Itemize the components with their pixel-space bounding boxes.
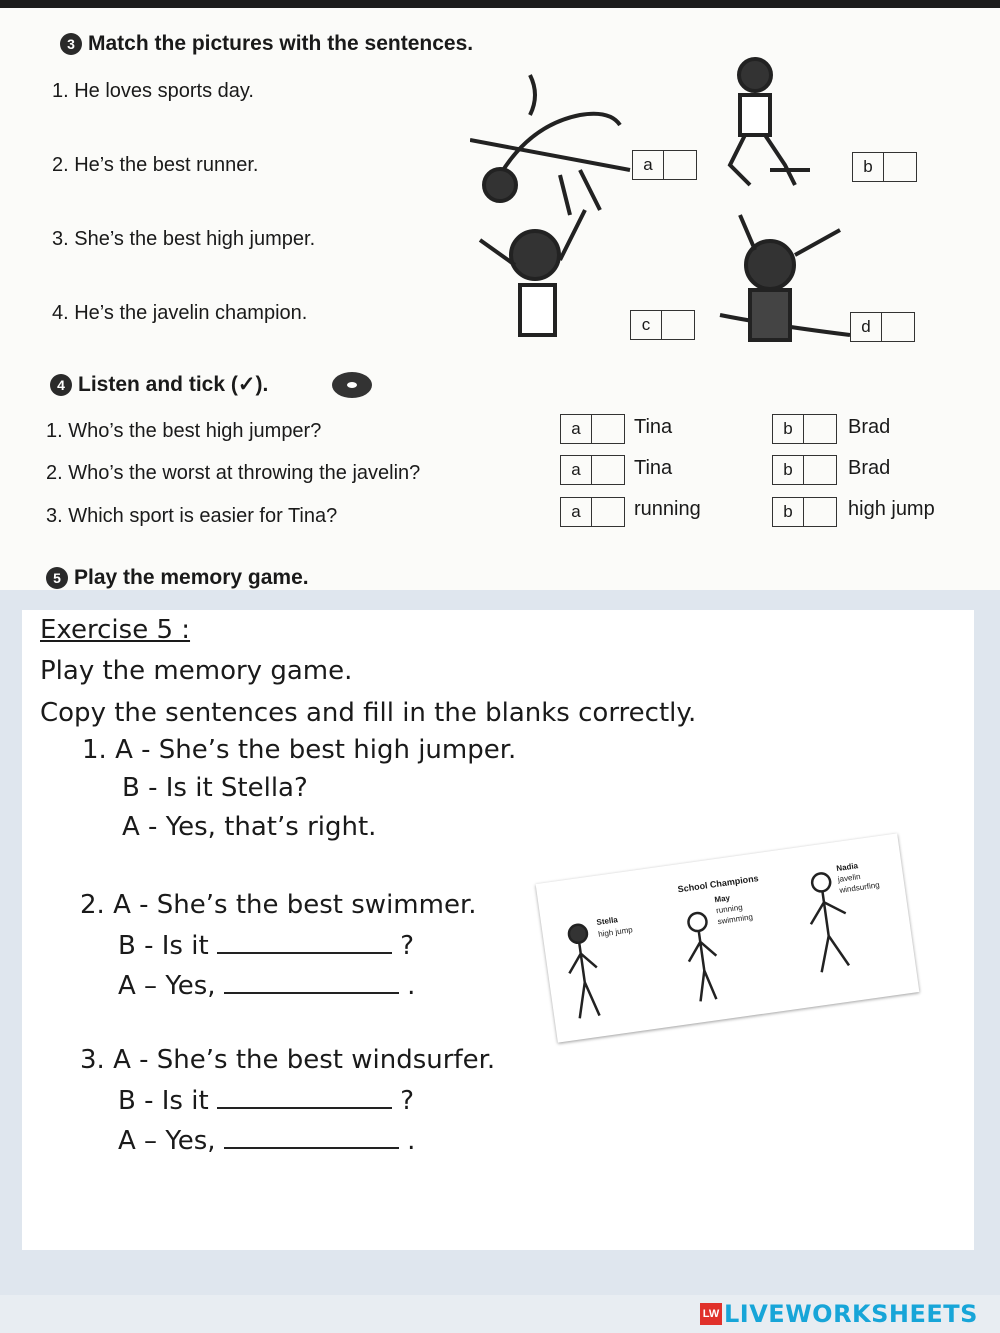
q3-box-a[interactable]: [632, 150, 697, 180]
item2-line-c: [118, 968, 415, 1001]
q4-row2-box-a[interactable]: [560, 455, 625, 485]
item3-blank-1[interactable]: [217, 1083, 392, 1109]
q4-row1-option-b: Brad: [848, 416, 891, 438]
q3-sentence-2: 2. He’s the best runner.: [52, 154, 259, 176]
exercise-instruction-1: Play the memory game.: [40, 656, 353, 686]
stella-name: Stella: [595, 915, 619, 928]
item1-line-c: A - Yes, that’s right.: [122, 812, 377, 842]
box-letter: b: [773, 456, 804, 484]
item2-blank-1[interactable]: [217, 928, 392, 954]
q4-question-3: 3. Which sport is easier for Tina?: [46, 505, 338, 527]
q3-box-c-letter: c: [631, 311, 662, 339]
box-letter: a: [561, 498, 592, 526]
q3-box-a-letter: a: [633, 151, 664, 179]
q5-title-text: Play the memory game.: [74, 566, 309, 589]
brand-text: LIVEWORKSHEETS: [724, 1300, 978, 1328]
q4-row3-box-a[interactable]: [560, 497, 625, 527]
item3-c-end: .: [407, 1126, 416, 1156]
item2-b-text: B - Is it: [118, 931, 209, 961]
q5-badge: 5: [46, 567, 68, 589]
item1-line-b: B - Is it Stella?: [122, 773, 308, 803]
item1-line-a: 1. A - She’s the best high jumper.: [82, 735, 517, 765]
box-letter: a: [561, 456, 592, 484]
item2-line-b: [118, 928, 414, 961]
q3-box-b-letter: b: [853, 153, 884, 181]
q4-row3-option-a: running: [634, 498, 701, 520]
item2-blank-2[interactable]: [224, 968, 399, 994]
q4-question-1: 1. Who’s the best high jumper?: [46, 420, 322, 442]
item3-b-text: B - Is it: [118, 1086, 209, 1116]
nadia-name: Nadia: [835, 861, 859, 874]
q3-sentence-4: 4. He’s the javelin champion.: [52, 302, 308, 324]
q4-question-2: 2. Who’s the worst at throwing the javelin?: [46, 462, 421, 484]
champions-title: School Champions: [677, 873, 760, 895]
may-sport-2: swimming: [717, 912, 754, 927]
item3-line-c: [118, 1123, 415, 1156]
item2-c-end: .: [407, 971, 416, 1001]
runner-picture: [730, 59, 810, 185]
q4-row2-box-b[interactable]: [772, 455, 837, 485]
q3-box-c[interactable]: [630, 310, 695, 340]
finish-line-boy-picture: [720, 215, 850, 340]
high-jumper-picture: [470, 75, 630, 215]
may-sport-1: running: [715, 902, 744, 916]
q3-sentence-1: 1. He loves sports day.: [52, 80, 254, 102]
q3-box-d[interactable]: [850, 312, 915, 342]
cd-icon: [330, 370, 374, 400]
q3-title-text: Match the pictures with the sentences.: [88, 32, 474, 55]
exercise-instruction-2: Copy the sentences and fill in the blanks correctly.: [40, 698, 697, 728]
q4-title-text: Listen and tick (✓).: [78, 373, 269, 396]
q4-title: [50, 372, 268, 397]
item3-line-b: [118, 1083, 414, 1116]
q4-row1-box-a[interactable]: [560, 414, 625, 444]
box-letter: b: [773, 415, 804, 443]
stella-sport: high jump: [597, 925, 634, 939]
logo-icon: LW: [700, 1303, 722, 1325]
q4-badge: 4: [50, 374, 72, 396]
q5-title: [46, 566, 309, 590]
q3-badge: 3: [60, 33, 82, 55]
item3-c-text: A – Yes,: [118, 1126, 216, 1156]
box-letter: b: [773, 498, 804, 526]
q4-row3-option-b: high jump: [848, 498, 935, 520]
nadia-sport-2: windsurfing: [838, 880, 881, 895]
q3-sentence-3: 3. She’s the best high jumper.: [52, 228, 316, 250]
q3-box-b[interactable]: [852, 152, 917, 182]
exercise-heading: Exercise 5 :: [40, 615, 191, 645]
box-letter: a: [561, 415, 592, 443]
page-edge: [0, 0, 1000, 8]
item2-line-a: 2. A - She’s the best swimmer.: [80, 890, 477, 920]
q4-row3-box-b[interactable]: [772, 497, 837, 527]
cheering-boy-picture: [480, 210, 585, 335]
q4-row2-option-a: Tina: [634, 457, 673, 479]
item3-b-end: ?: [400, 1086, 414, 1116]
q4-row1-box-b[interactable]: [772, 414, 837, 444]
nadia-sport-1: javelin: [837, 871, 862, 885]
may-name: May: [713, 893, 731, 905]
item2-b-end: ?: [400, 931, 414, 961]
item2-c-text: A – Yes,: [118, 971, 216, 1001]
q3-title: [60, 32, 473, 56]
q4-row1-option-a: Tina: [634, 416, 673, 438]
liveworksheets-logo[interactable]: [700, 1300, 978, 1328]
item3-line-a: 3. A - She’s the best windsurfer.: [80, 1045, 496, 1075]
textbook-page: [0, 0, 1000, 590]
q3-box-d-letter: d: [851, 313, 882, 341]
item3-blank-2[interactable]: [224, 1123, 399, 1149]
q4-row2-option-b: Brad: [848, 457, 891, 479]
